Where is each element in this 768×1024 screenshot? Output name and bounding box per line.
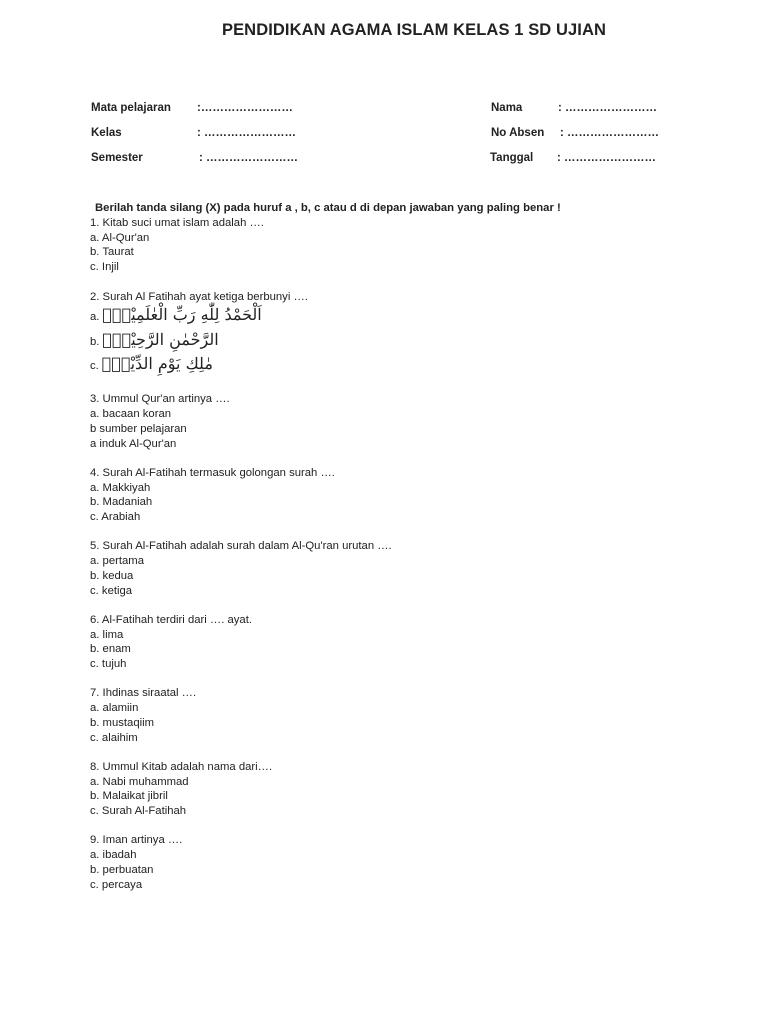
question-2 (90, 290, 392, 378)
question-7 (90, 686, 392, 745)
question-text: 4. Surah Al-Fatihah termasuk golongan surah …. (90, 466, 335, 479)
question-text: 6. Al-Fatihah terdiri dari …. ayat. (90, 613, 252, 626)
question-list (90, 216, 392, 907)
page-title: PENDIDIKAN AGAMA ISLAM KELAS 1 SD UJIAN (221, 21, 607, 39)
answer-option: b. perbuatan (90, 863, 154, 876)
answer-option: a. ibadah (90, 849, 137, 862)
answer-option: c. alaihim (90, 731, 138, 744)
answer-option: c. Surah Al-Fatihah (90, 805, 187, 817)
answer-option: a. alamiin (90, 702, 139, 715)
question-1 (90, 216, 392, 275)
answer-option: b. Taurat (90, 246, 134, 259)
question-9 (90, 833, 392, 892)
field-mata-pelajaran: Mata pelajaran :…………………… (91, 102, 293, 114)
answer-option: b. Madaniah (90, 496, 153, 509)
answer-option: b. mustaqiim (90, 716, 155, 729)
answer-option: a. اَلْحَمْدُ لِلّٰهِ رَبِّ الْعٰلَمِيْنَۙ (90, 305, 262, 325)
answer-option: a. Nabi muhammad (90, 775, 189, 788)
instruction: Berilah tanda silang (X) pada huruf a , b, c atau d di depan jawaban yang paling benar ! (95, 202, 561, 214)
question-3 (90, 392, 392, 451)
question-text: 1. Kitab suci umat islam adalah …. (90, 217, 264, 229)
field-semester: Semester : …………………… (91, 152, 299, 164)
arabic-verse: مٰلِكِ يَوْمِ الدِّيْنِۗ (101, 354, 213, 374)
question-text: 5. Surah Al-Fatihah adalah surah dalam Al-Qu'ran urutan …. (90, 540, 392, 553)
question-4 (90, 466, 392, 525)
answer-option: c. Injil (90, 261, 119, 274)
answer-option: c. Arabiah (90, 511, 141, 523)
answer-option: b. enam (90, 643, 131, 656)
answer-option: c. percaya (90, 878, 143, 891)
answer-option: c. tujuh (90, 658, 127, 670)
question-text: 8. Ummul Kitab adalah nama dari…. (90, 760, 273, 773)
answer-option: b sumber pelajaran (90, 422, 187, 435)
field-nama: Nama : …………………… (491, 102, 658, 114)
question-text: 3. Ummul Qur'an artinya …. (90, 393, 230, 406)
answer-option: b. الرَّحْمٰنِ الرَّحِيْمِۙ (90, 329, 219, 349)
question-8 (90, 760, 392, 819)
arabic-verse: الرَّحْمٰنِ الرَّحِيْمِۙ (102, 329, 219, 349)
arabic-verse: اَلْحَمْدُ لِلّٰهِ رَبِّ الْعٰلَمِيْنَۙ (102, 305, 262, 325)
question-5 (90, 539, 392, 598)
field-tanggal: Tanggal : …………………… (490, 152, 657, 164)
answer-option: a induk Al-Qur'an (90, 437, 177, 450)
answer-option: a. Makkiyah (90, 481, 151, 494)
answer-option: c. ketiga (90, 584, 133, 597)
answer-option: b. kedua (90, 569, 134, 582)
question-6 (90, 613, 392, 672)
field-kelas: Kelas : …………………… (91, 127, 297, 139)
answer-option: c. مٰلِكِ يَوْمِ الدِّيْنِۗ (90, 354, 213, 374)
question-text: 7. Ihdinas siraatal …. (90, 687, 197, 700)
answer-option: a. lima (90, 628, 124, 641)
question-text: 9. Iman artinya …. (90, 834, 183, 847)
field-no-absen: No Absen : …………………… (491, 127, 660, 139)
answer-option: a. Al-Qur'an (90, 231, 150, 244)
answer-option: b. Malaikat jibril (90, 790, 168, 803)
answer-option: a. pertama (90, 555, 145, 568)
question-text: 2. Surah Al Fatihah ayat ketiga berbunyi …. (90, 290, 308, 303)
answer-option: a. bacaan koran (90, 408, 172, 421)
